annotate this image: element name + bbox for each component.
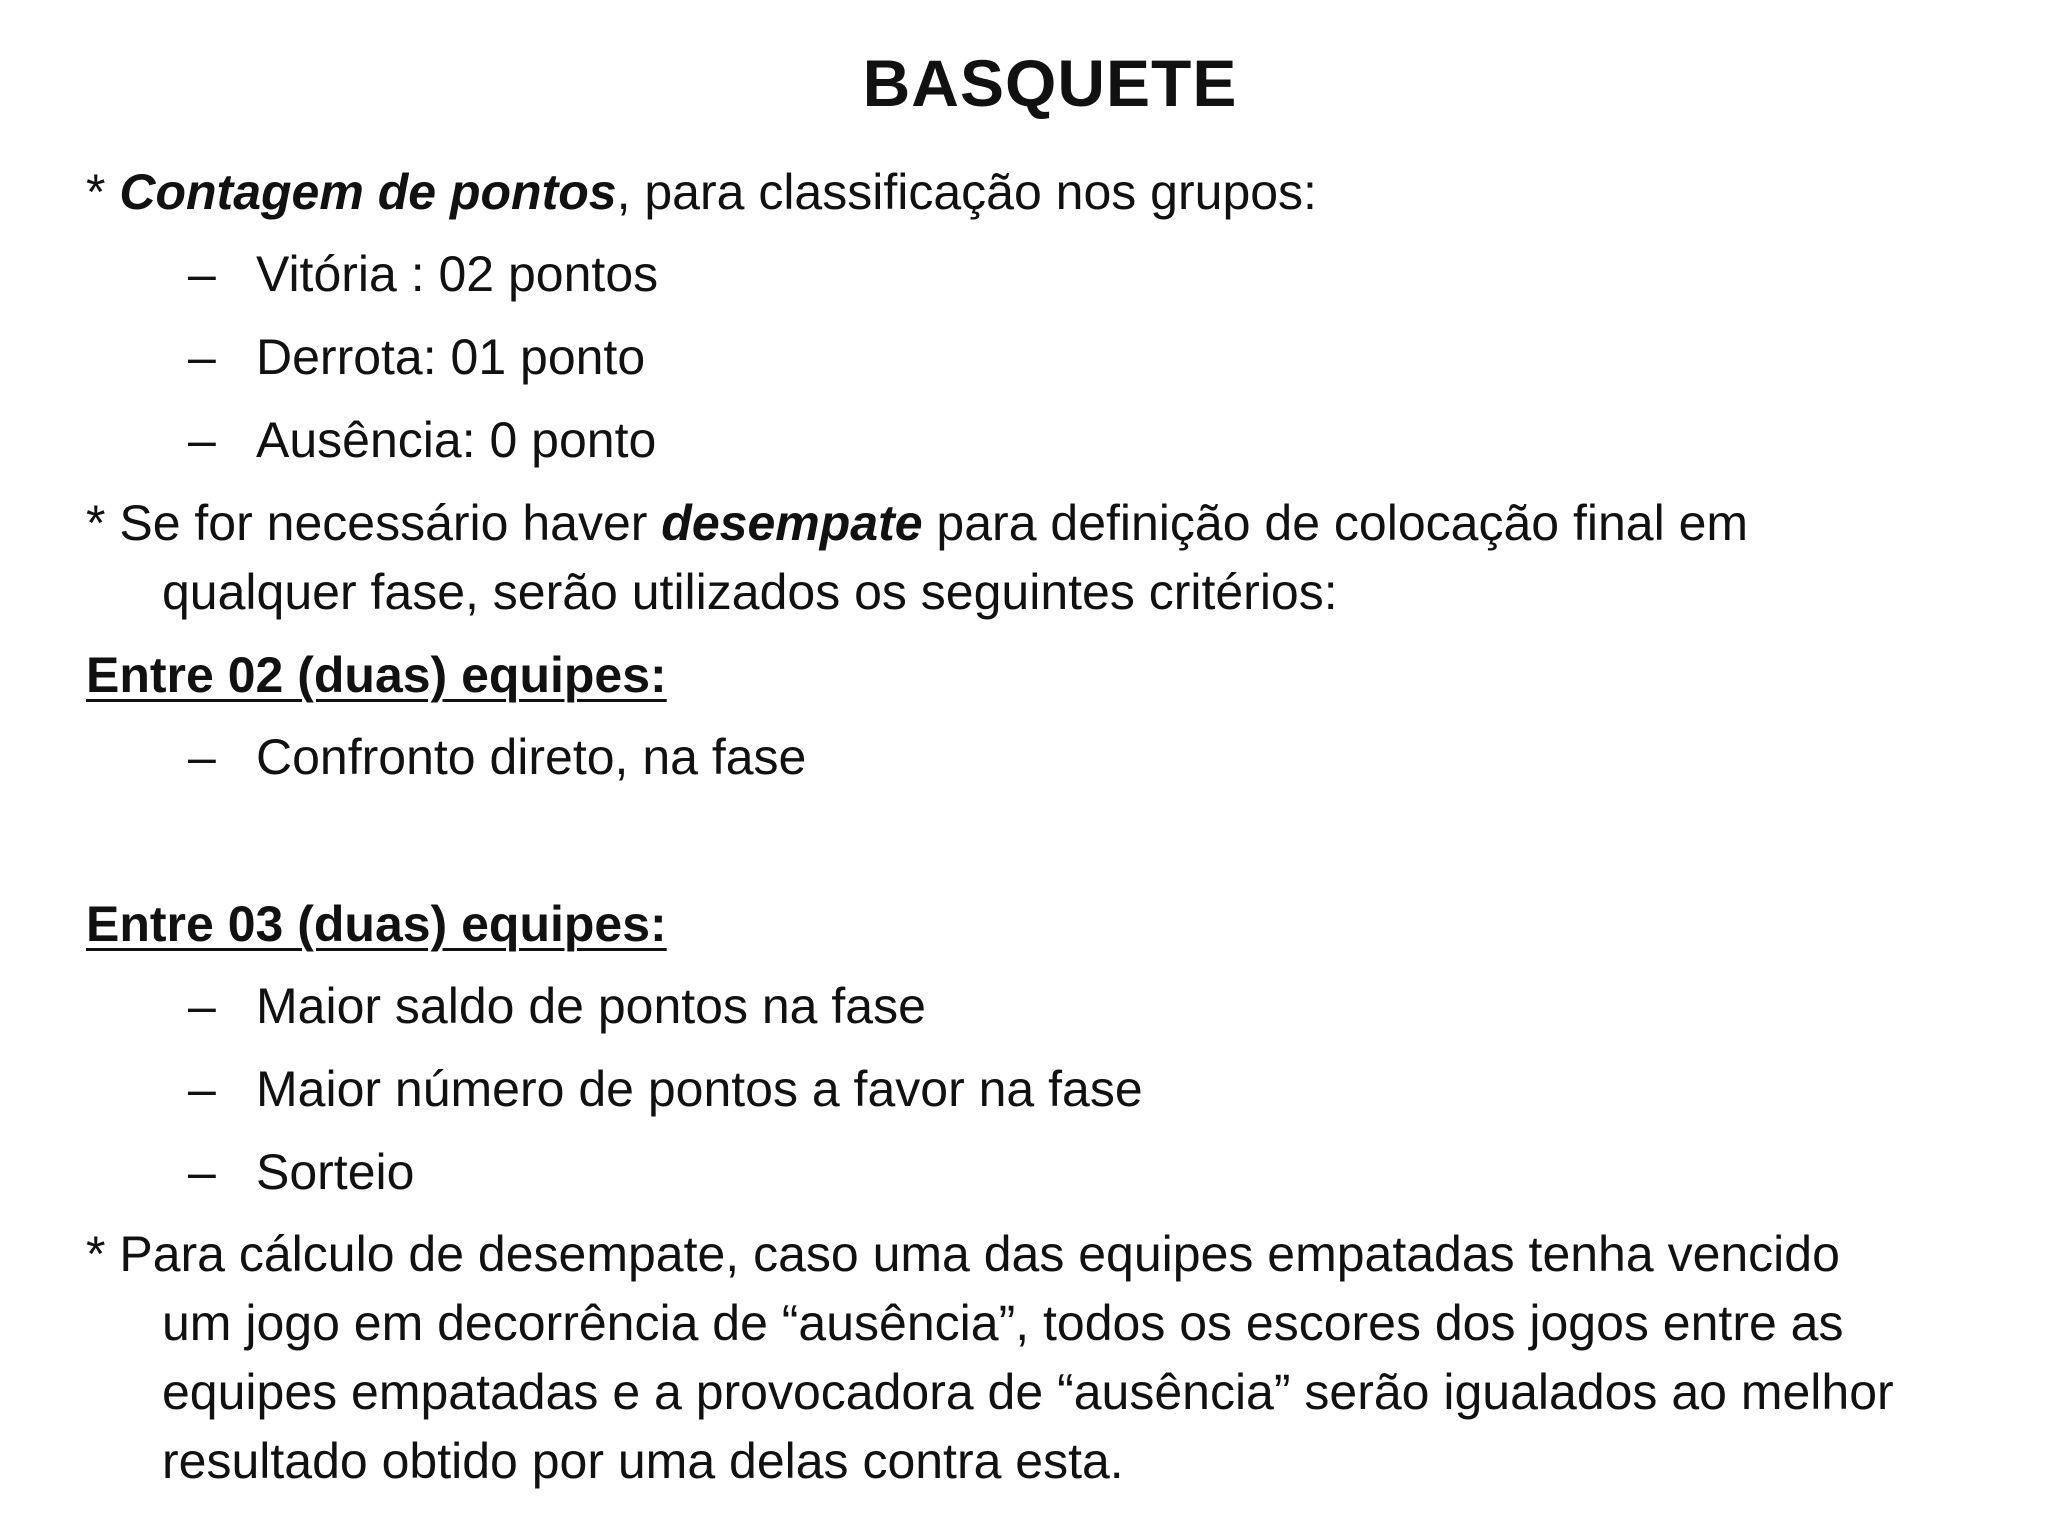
- absence-note-line-3: equipes empatadas e a provocadora de “ausência” serão igualados ao melhor: [162, 1364, 1894, 1420]
- list-item: [188, 239, 658, 309]
- list-item: [188, 405, 656, 475]
- list-item-text: Maior número de pontos a favor na fase: [256, 1061, 1143, 1117]
- list-item-text: Confronto direto, na fase: [256, 729, 807, 785]
- dash-bullet: –: [188, 978, 216, 1034]
- slide-title: BASQUETE: [862, 46, 1238, 120]
- list-item: [188, 1137, 414, 1207]
- points-intro: [86, 157, 1317, 227]
- list-item-text: Sorteio: [256, 1144, 415, 1200]
- list-item: [188, 322, 645, 392]
- list-item-text: Ausência: 0 ponto: [256, 412, 657, 468]
- tiebreak-intro-emphasis: desempate: [661, 495, 923, 551]
- list-item-text: Derrota: 01 ponto: [256, 329, 646, 385]
- tiebreak-intro-suffix: para definição de colocação final em: [922, 495, 1749, 551]
- absence-note-line-1: * Para cálculo de desempate, caso uma das equipes empatadas tenha vencido: [86, 1226, 1840, 1282]
- dash-bullet: –: [188, 246, 216, 302]
- list-item: [188, 722, 806, 792]
- list-item-text: Maior saldo de pontos na fase: [256, 978, 926, 1034]
- tiebreak-intro-continuation: qualquer fase, serão utilizados os seguintes critérios:: [162, 564, 1338, 620]
- absence-note-line-2: um jogo em decorrência de “ausência”, todos os escores dos jogos entre as: [162, 1295, 1844, 1351]
- list-item: [188, 1054, 1143, 1124]
- absence-note-line-4: resultado obtido por uma delas contra esta.: [162, 1433, 1124, 1489]
- list-item-text: Vitória : 02 pontos: [256, 246, 659, 302]
- tiebreak-intro: [86, 488, 1748, 558]
- list-item: [188, 971, 926, 1041]
- dash-bullet: –: [188, 729, 216, 785]
- points-intro-suffix: , para classificação nos grupos:: [616, 164, 1317, 220]
- dash-bullet: –: [188, 1061, 216, 1117]
- section-heading-three-teams: Entre 03 (duas) equipes:: [86, 896, 667, 952]
- dash-bullet: –: [188, 412, 216, 468]
- tiebreak-intro-prefix: * Se for necessário haver: [86, 495, 662, 551]
- section-heading-two-teams: Entre 02 (duas) equipes:: [86, 647, 667, 703]
- dash-bullet: –: [188, 329, 216, 385]
- points-intro-prefix: *: [86, 164, 120, 220]
- points-intro-emphasis: Contagem de pontos: [119, 164, 617, 220]
- dash-bullet: –: [188, 1144, 216, 1200]
